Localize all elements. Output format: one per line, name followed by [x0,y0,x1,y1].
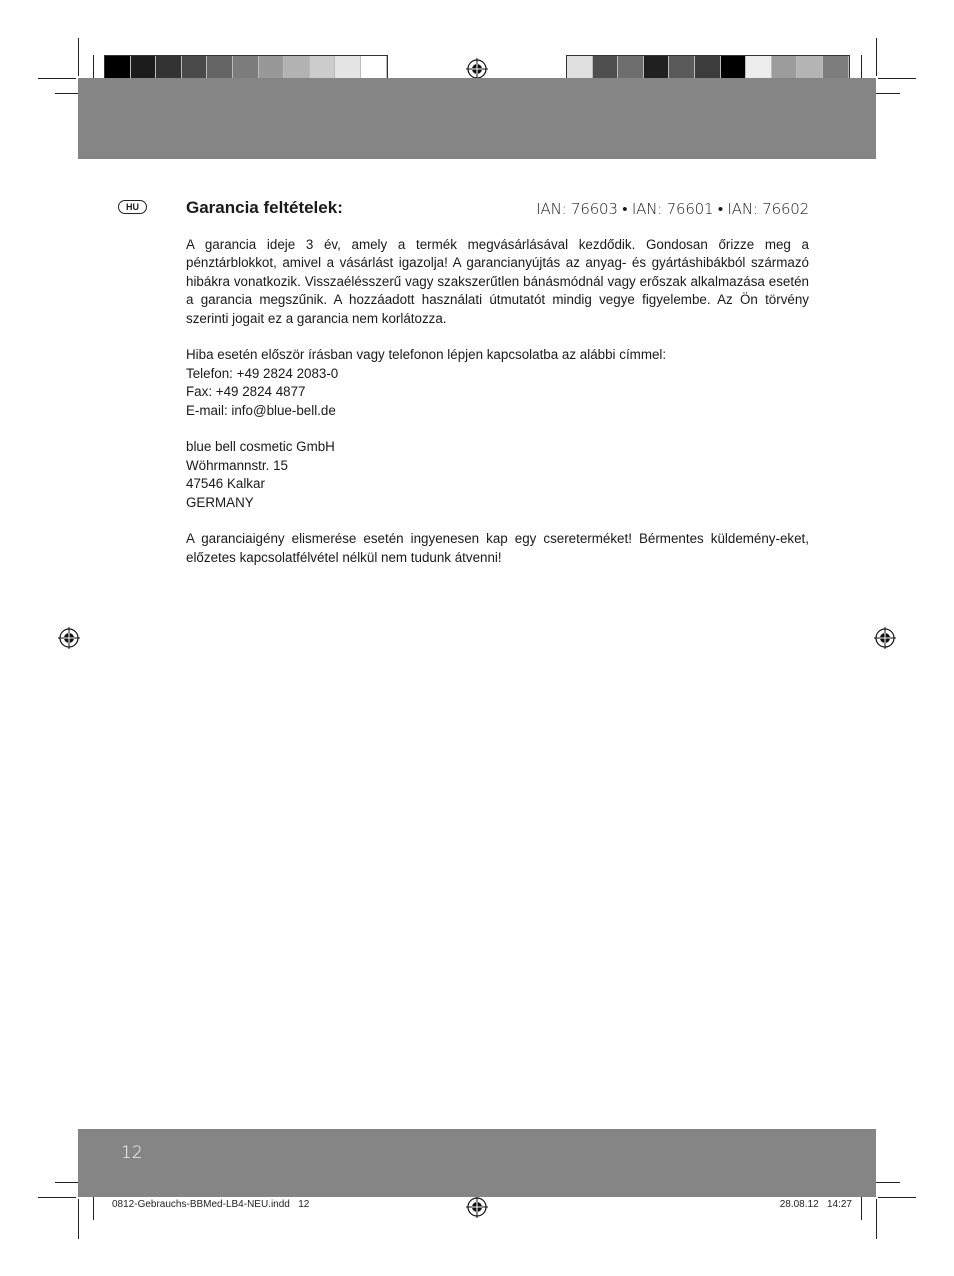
warranty-paragraph: A garancia ideje 3 év, amely a termék megvásárlásával kezdődik. Gondosan őrizze meg a pénztárblokkot, amivel a vásárlást igazolja! A garancianyújtás az anyag- és gyártáshibákból származó hibákra vonatkozik. Visszaélésszerű vagy szakszerűtlen bánásmódnál vagy erőszak alkalmazása esetén a garancia megszűnik. A hozzáadott használati útmutatót mindig vegye figyelembe. Az Ön törvény szerinti jogait ez a garancia nem korlátozza. [186,237,809,326]
address-street: Wöhrmannstr. 15 [186,457,288,473]
page-number: 12 [121,1143,143,1163]
crop-mark [878,1197,916,1198]
color-swatch [567,56,593,80]
color-swatch [259,56,285,80]
contact-block [186,346,809,420]
contact-fax: Fax: +49 2824 4877 [186,384,306,400]
contact-phone: Telefon: +49 2824 2083-0 [186,365,339,381]
color-swatch [746,56,772,80]
color-swatch [361,56,387,80]
registration-mark-icon [466,1196,488,1218]
color-swatch [772,56,798,80]
color-swatch [797,56,823,80]
color-swatch [618,56,644,80]
color-swatch [335,56,361,80]
registration-mark-icon [466,58,488,80]
color-swatch [695,56,721,80]
address-company: blue bell cosmetic GmbH [186,439,335,455]
color-swatch [207,56,233,80]
warranty-content [186,236,809,586]
color-swatch [823,56,849,80]
closing-paragraph: A garanciaigény elismerése esetén ingyenesen kap egy csereterméket! Bérmentes küldemény-eket, előzetes kapcsolatfélvétel nélkül nem tudunk átvenni! [186,531,809,565]
crop-mark [38,78,76,79]
footer-band [78,1129,876,1197]
color-swatch [233,56,259,80]
address-block [186,438,809,512]
registration-mark-icon [874,627,896,649]
slug-filename: 0812-Gebrauchs-BBMed-LB4-NEU.indd 12 [112,1199,310,1210]
registration-mark-icon [58,627,80,649]
color-swatch [284,56,310,80]
page-title: Garancia feltételek: [186,198,343,217]
color-swatch [593,56,619,80]
color-swatch [644,56,670,80]
slug-timestamp: 28.08.12 14:27 [779,1199,852,1210]
address-country: GERMANY [186,494,254,510]
language-badge: HU [118,200,147,214]
color-swatch [310,56,336,80]
crop-mark [876,1199,877,1239]
color-swatch [105,56,131,80]
ian-numbers: IAN: 76603 • IAN: 76601 • IAN: 76602 [536,200,809,218]
crop-mark [78,38,79,76]
crop-mark [876,38,877,76]
color-swatch [131,56,157,80]
crop-mark [38,1197,76,1198]
contact-email: E-mail: info@blue-bell.de [186,402,336,418]
address-city: 47546 Kalkar [186,476,265,492]
crop-mark [78,1199,79,1239]
color-swatch [721,56,747,80]
crop-mark [878,78,916,79]
color-swatch [156,56,182,80]
color-swatch [669,56,695,80]
header-band [78,78,876,159]
color-swatch [182,56,208,80]
contact-intro: Hiba esetén először írásban vagy telefonon lépjen kapcsolatba az alábbi címmel: [186,347,667,363]
